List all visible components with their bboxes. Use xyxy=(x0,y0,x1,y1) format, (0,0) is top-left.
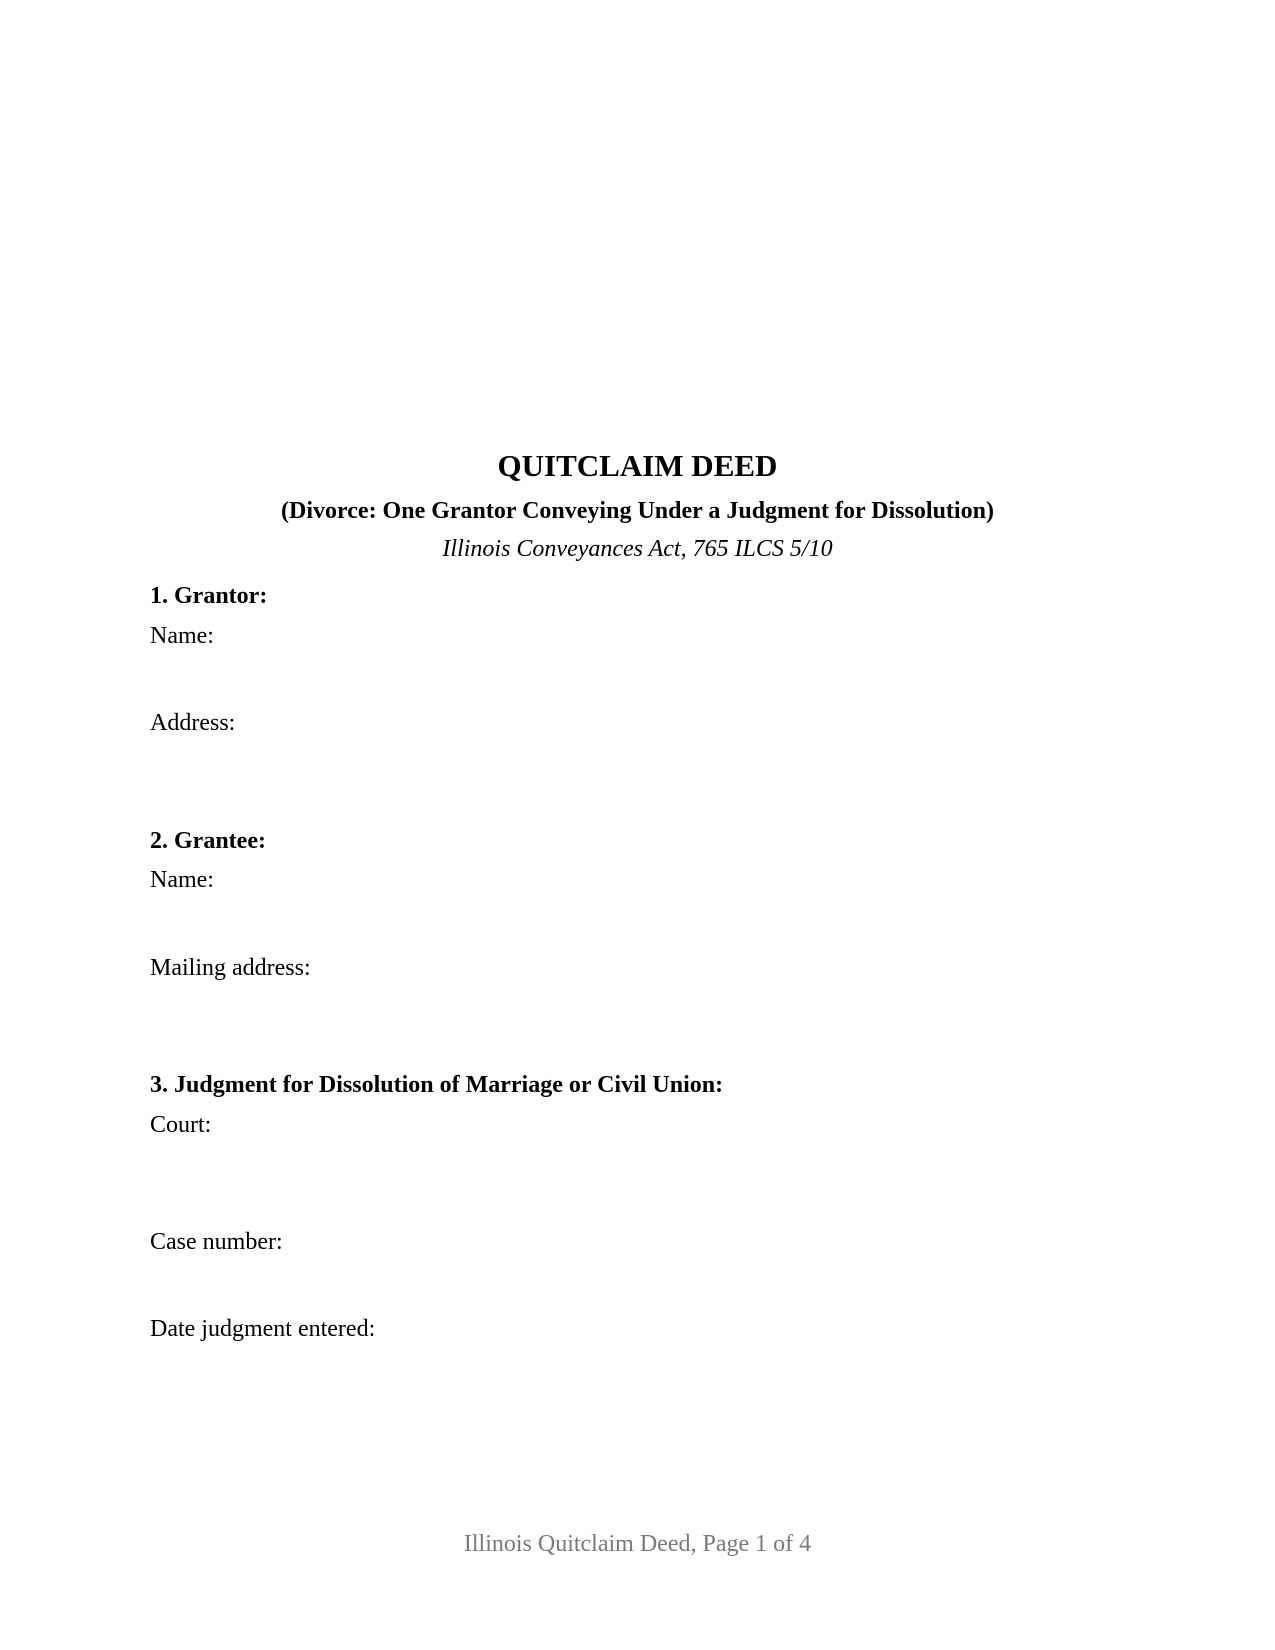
grantee-name-label: Name: xyxy=(150,867,214,893)
judgment-heading: 3. Judgment for Dissolution of Marriage or Civil Union: xyxy=(150,1072,724,1098)
grantee-heading: 2. Grantee: xyxy=(150,828,266,854)
document-title: QUITCLAIM DEED xyxy=(497,448,778,483)
statute-citation: Illinois Conveyances Act, 765 ILCS 5/10 xyxy=(442,536,833,562)
judgment-date-entered-label: Date judgment entered: xyxy=(150,1316,376,1342)
grantee-mailing-address-label: Mailing address: xyxy=(150,955,311,981)
page-footer: Illinois Quitclaim Deed, Page 1 of 4 xyxy=(463,1531,812,1557)
judgment-case-number-label: Case number: xyxy=(150,1229,283,1255)
judgment-court-label: Court: xyxy=(150,1112,212,1138)
grantor-address-label: Address: xyxy=(150,710,236,736)
grantor-name-label: Name: xyxy=(150,623,214,649)
grantor-heading: 1. Grantor: xyxy=(150,583,268,609)
document-subtitle: (Divorce: One Grantor Conveying Under a Judgment for Dissolution) xyxy=(281,498,994,524)
